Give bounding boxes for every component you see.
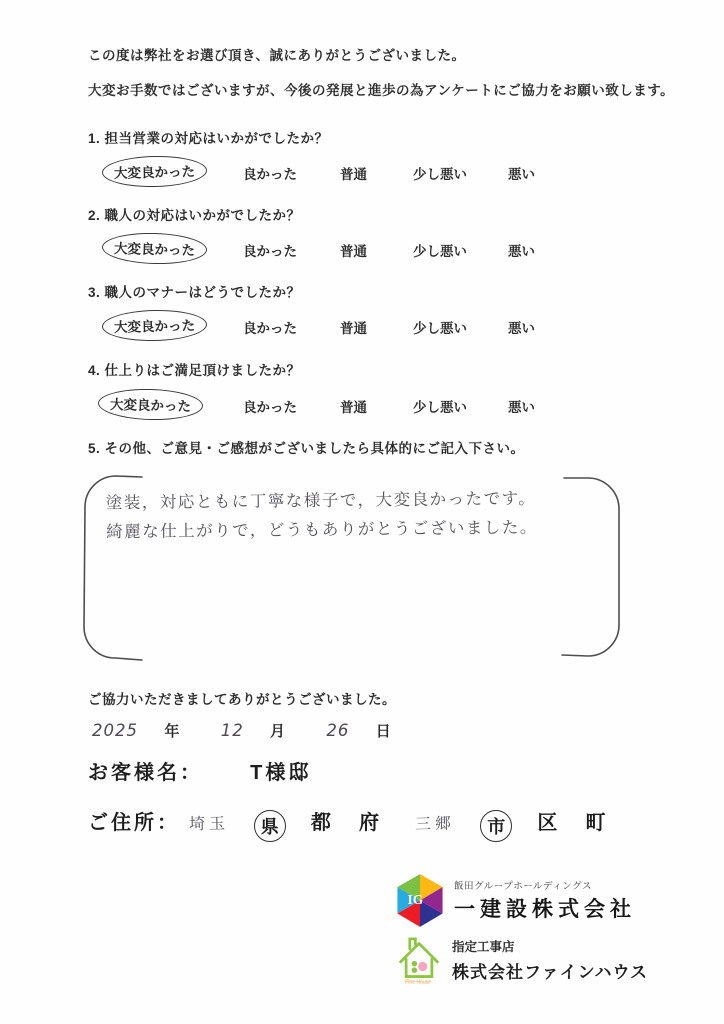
- handwritten-comment: [106, 484, 538, 547]
- option-yokatta: 良かった: [243, 321, 297, 336]
- address-row: [88, 806, 608, 842]
- option-warui: 悪い: [508, 167, 535, 182]
- customer-name-label: お客様名：: [88, 762, 203, 784]
- option-futsuu: 普通: [340, 244, 367, 259]
- question-1-text: 1. 担当営業の対応はいかがでしたか？: [88, 131, 329, 146]
- address-prefecture-circled: 県: [254, 810, 286, 842]
- intro-line-1: この度は弊社をお選び頂き、誠にありがとうございました。: [88, 48, 466, 63]
- address-prefecture-handwritten: 埼玉: [188, 815, 229, 834]
- address-to-unit: 都: [310, 812, 334, 834]
- option-yokatta: 良かった: [243, 400, 297, 415]
- fine-house-row: [396, 935, 648, 985]
- question-2-text: 2. 職人の対応はいかがでしたか？: [88, 208, 301, 223]
- company-primary-name: 一建設株式会社: [454, 897, 636, 921]
- group-holdings-name: 飯田グループホールディングス: [454, 881, 593, 892]
- address-fu-unit: 府: [358, 812, 382, 834]
- date-year-unit: 年: [164, 723, 181, 740]
- company-secondary-name: 株式会社ファインハウス: [452, 963, 648, 982]
- date-day-unit: 日: [375, 723, 392, 740]
- designation-label: 指定工事店: [452, 940, 515, 954]
- question-3-selected-option-circle: 大変良かった: [102, 309, 208, 342]
- question-4-text: 4. 仕上りはご満足頂けましたか？: [88, 363, 301, 378]
- question-3-options: [88, 310, 648, 344]
- intro-line-2: 大変お手数ではございますが、今後の発展と進歩の為アンケートにご協力をお願い致します。: [88, 83, 675, 98]
- customer-name-row: [88, 756, 311, 785]
- option-futsuu: 普通: [340, 321, 367, 336]
- cube-logo-text: IG: [407, 891, 424, 907]
- iida-group-cube-logo-icon: [396, 874, 444, 927]
- option-yokatta: 良かった: [243, 244, 297, 259]
- address-ku-unit: 区: [537, 812, 561, 834]
- date-year-handwritten: 2025: [92, 721, 138, 740]
- iida-group-row: [396, 874, 648, 927]
- question-1-options: [88, 156, 648, 190]
- address-cho-unit: 町: [585, 812, 609, 834]
- date-month-handwritten: 12: [220, 721, 244, 740]
- question-5-text: 5. その他、ご意見・ご感想がございましたら具体的にご記入下さい。: [88, 441, 525, 456]
- handwritten-comment-line-2: 綺麗な仕上がりで，どうもありがとうございました。: [106, 517, 538, 542]
- handwritten-comment-line-1: 塗装，対応ともに丁寧な様子で，大変良かったです。: [105, 488, 537, 513]
- question-2-selected-option-circle: 大変良かった: [102, 232, 208, 266]
- question-4-selected-option-circle: 大変良かった: [98, 388, 204, 422]
- date-month-unit: 月: [270, 723, 287, 740]
- fine-house-logo-icon: [396, 935, 442, 985]
- option-futsuu: 普通: [340, 167, 367, 182]
- option-warui: 悪い: [508, 244, 535, 259]
- address-label: ご住所：: [88, 812, 180, 834]
- question-4-options: [88, 389, 648, 423]
- customer-name-value: T様邸: [250, 762, 312, 784]
- address-city-circled: 市: [480, 810, 512, 842]
- option-sukoshi-warui: 少し悪い: [413, 167, 467, 182]
- question-2-options: [88, 233, 648, 267]
- option-sukoshi-warui: 少し悪い: [413, 244, 467, 259]
- house-logo-text: Fine House: [405, 979, 432, 985]
- footer-company-block: [396, 874, 648, 985]
- option-futsuu: 普通: [340, 400, 367, 415]
- option-warui: 悪い: [508, 400, 535, 415]
- address-city-handwritten: 三郷: [414, 815, 456, 834]
- question-1-selected-option-circle: 大変良かった: [102, 155, 208, 188]
- option-sukoshi-warui: 少し悪い: [413, 321, 467, 336]
- option-warui: 悪い: [508, 321, 535, 336]
- date-day-handwritten: 26: [326, 721, 350, 740]
- thanks-line: ご協力いただきましてありがとうございました。: [88, 692, 396, 707]
- date-row: [92, 720, 392, 741]
- option-sukoshi-warui: 少し悪い: [413, 400, 467, 415]
- question-3-text: 3. 職人のマナーはどうでしたか？: [88, 285, 301, 300]
- option-yokatta: 良かった: [243, 167, 297, 182]
